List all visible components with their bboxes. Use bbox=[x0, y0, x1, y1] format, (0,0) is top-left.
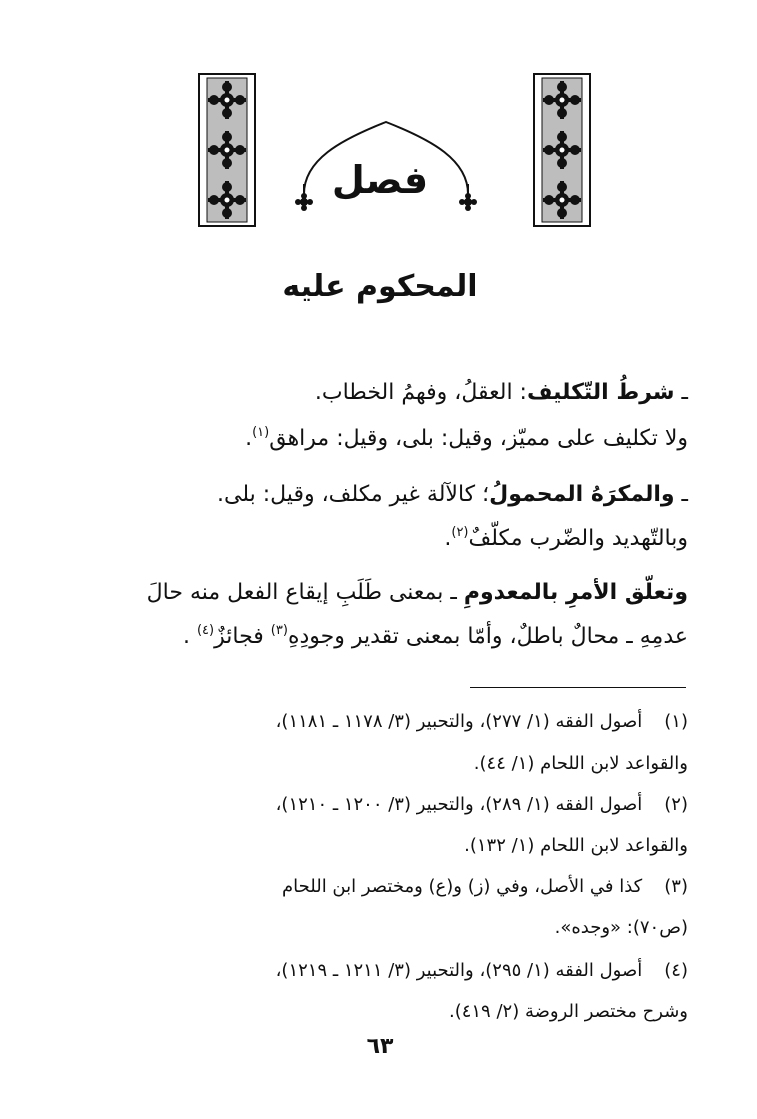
footnote-ref: (٢) bbox=[451, 525, 469, 540]
paragraph-text: وبالتّهديد والضّرب مكلّفٌ bbox=[468, 526, 688, 551]
footnote-ref: (١) bbox=[252, 425, 270, 440]
footnote-4 bbox=[96, 956, 688, 986]
paragraph-nonexistent-line-1 bbox=[88, 577, 688, 609]
footnote-ref: (٣) bbox=[270, 623, 288, 638]
term-condition-of-obligation: شرطُ التّكليف bbox=[526, 380, 675, 405]
paragraph-coerced: ـ والمكرَهُ المحمولُ؛ كالآلة غير مكلف، وقيل: بلى. bbox=[217, 482, 688, 507]
footnote-ref: (٤) bbox=[196, 623, 215, 638]
footnote-text: أصول الفقه (١/ ٢٨٩)، والتحبير (٣/ ١٢٠٠ ـ ١٢١٠)، bbox=[275, 794, 643, 815]
section-title: المحكوم عليه bbox=[282, 269, 478, 304]
paragraph-text: فجائزٌ bbox=[214, 624, 271, 649]
paragraph-text: عدمِهِ ـ محالٌ باطلٌ، وأمّا بمعنى تقدير وجودِهِ bbox=[287, 624, 688, 649]
footnote-2 bbox=[96, 790, 688, 820]
paragraph-threat: وبالتّهديد والضّرب مكلّفٌ$^{(٢)}$. bbox=[444, 525, 688, 551]
page-number: ٦٣ bbox=[366, 1034, 394, 1059]
footnote-text: أصول الفقه (١/ ٢٩٥)، والتحبير (٣/ ١٢١١ ـ ١٢١٩)، bbox=[275, 960, 643, 981]
footnote-number: (١) bbox=[664, 711, 688, 732]
footnote-number: (٤) bbox=[664, 960, 688, 981]
ornament-pillar-right bbox=[533, 73, 591, 227]
paragraph-discerning-child: ولا تكليف على مميّز، وقيل: بلى، وقيل: مراهق$^{(١)}$. bbox=[245, 425, 688, 451]
paragraph-text: : العقلُ، وفهمُ الخطاب. bbox=[314, 380, 527, 405]
footnote-3-continued: (ص٧٠): «وجده». bbox=[554, 917, 688, 938]
paragraph-condition-of-obligation: ـ شرطُ التّكليف: العقلُ، وفهمُ الخطاب. bbox=[314, 380, 688, 405]
footnote-2-continued: والقواعد لابن اللحام (١/ ١٣٢). bbox=[464, 835, 688, 856]
footnote-separator bbox=[470, 687, 686, 688]
paragraph-text: ولا تكليف على مميّز، وقيل: بلى، وقيل: مراهق bbox=[269, 426, 688, 451]
paragraph-text: ؛ كالآلة غير مكلف، وقيل: بلى. bbox=[217, 482, 490, 507]
footnote-3 bbox=[96, 872, 688, 902]
footnote-text: كذا في الأصل، وفي (ز) و(ع) ومختصر ابن اللحام bbox=[282, 876, 643, 897]
footnote-1-continued: والقواعد لابن اللحام (١/ ٤٤). bbox=[473, 753, 688, 774]
footnote-text: أصول الفقه (١/ ٢٧٧)، والتحبير (٣/ ١١٧٨ ـ ١١٨١)، bbox=[275, 711, 643, 732]
footnote-number: (٢) bbox=[664, 794, 688, 815]
term-command-to-nonexistent: وتعلّق الأمرِ بالمعدومِ bbox=[463, 580, 688, 605]
chapter-title: فصل bbox=[331, 158, 429, 202]
footnote-number: (٣) bbox=[664, 876, 688, 897]
footnote-4-continued: وشرح مختصر الروضة (٢/ ٤١٩). bbox=[448, 1001, 688, 1022]
paragraph-nonexistent-line-2: عدمِهِ ـ محالٌ باطلٌ، وأمّا بمعنى تقدير وجودِهِ$^{(٣)}$ فجائزٌ$^{(٤)}$ . bbox=[182, 623, 688, 649]
footnote-1 bbox=[96, 707, 688, 737]
ornament-pillar-left bbox=[198, 73, 256, 227]
term-coerced-carried: والمكرَهُ المحمولُ bbox=[489, 482, 675, 507]
paragraph-text: ـ بمعنى طَلَبِ إيقاع الفعل منه حالَ bbox=[146, 580, 464, 605]
